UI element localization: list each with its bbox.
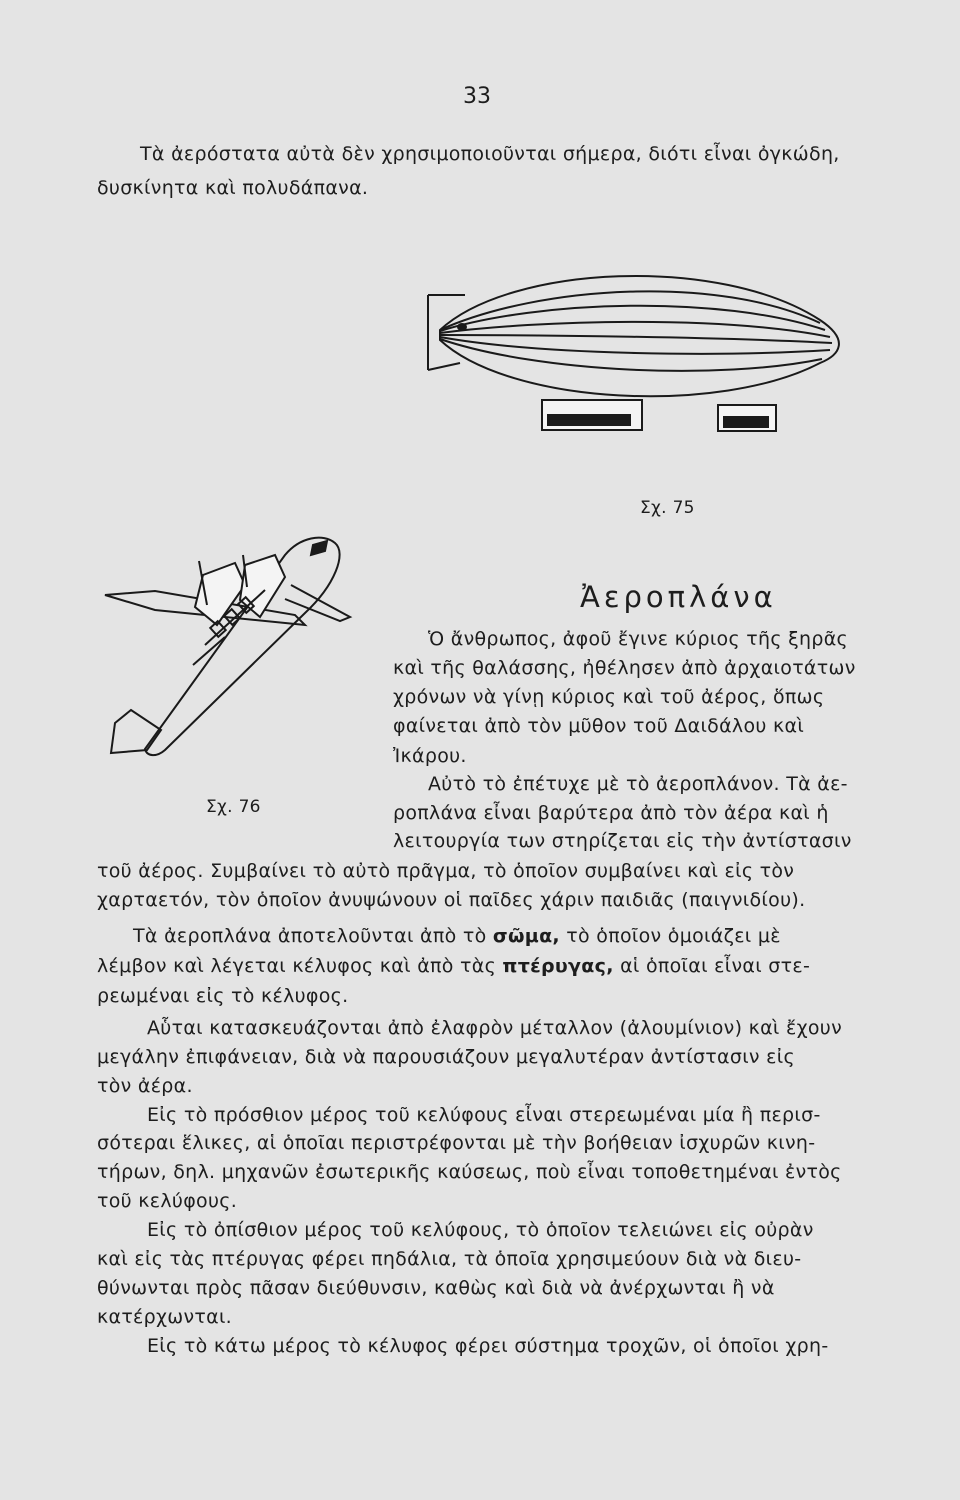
paragraph-line: καὶ τῆς θαλάσσης, ἠθέλησεν ἀπὸ ἀρχαιοτάτων	[393, 657, 856, 679]
page-number: 33	[463, 84, 491, 109]
text-run: λέμβον καὶ λέγεται κέλυφος καὶ ἀπὸ τὰς	[97, 955, 497, 977]
paragraph-line: καὶ εἰς τὰς πτέρυγας φέρει πηδάλια, τὰ ὁποῖα χρησιμεύουν διὰ νὰ διευ-	[97, 1248, 802, 1270]
airship-nose	[458, 324, 466, 330]
paragraph-line: μεγάλην ἐπιφάνειαν, διὰ νὰ παρουσιάζουν μεγαλυτέραν ἀντίστασιν εἰς	[97, 1046, 795, 1068]
paragraph-line: ρεωμέναι εἰς τὸ κέλυφος.	[97, 985, 349, 1007]
paragraph-line: Ὁ ἄνθρωπος, ἀφοῦ ἔγινε κύριος τῆς ξηρᾶς	[428, 628, 849, 650]
paragraph-line	[133, 925, 781, 947]
paragraph-line: τοῦ κελύφους.	[97, 1190, 238, 1212]
section-title: Ἀεροπλάνα	[580, 580, 777, 614]
text-run: αἱ ὁποῖαι εἶναι στε-	[620, 955, 811, 977]
airplane-tail	[111, 710, 161, 753]
paragraph-line: Αὗται κατασκευάζονται ἀπὸ ἐλαφρὸν μέταλλον (ἀλουμίνιον) καὶ ἔχουν	[147, 1017, 842, 1039]
text-run: Τὰ ἀεροπλάνα ἀποτελοῦνται ἀπὸ τὸ	[133, 925, 487, 947]
text-run: τὸ ὁποῖον ὁμοιάζει μὲ	[566, 925, 781, 947]
paragraph-line: κατέρχωνται.	[97, 1306, 233, 1328]
paragraph-line: φαίνεται ἀπὸ τὸν μῦθον τοῦ Δαιδάλου καὶ	[393, 715, 805, 737]
airship-gondola-rear-band	[724, 417, 768, 427]
paragraph-line: σότεραι ἕλικες, αἱ ὁποῖαι περιστρέφονται μὲ τὴν βοήθειαν ἰσχυρῶν κινη-	[97, 1132, 816, 1154]
paragraph-line: ροπλάνα εἶναι βαρύτερα ἀπὸ τὸν ἀέρα καὶ ἡ	[393, 802, 829, 824]
figure-caption-76: Σχ. 76	[206, 797, 261, 817]
airship-fin	[428, 363, 460, 370]
paragraph-line: θύνωνται πρὸς πᾶσαν διεύθυνσιν, καθὼς καὶ διὰ νὰ ἀνέρχωνται ἢ νὰ	[97, 1277, 775, 1299]
paragraph-line: Εἰς τὸ κάτω μέρος τὸ κέλυφος φέρει σύστημα τροχῶν, οἱ ὁποῖοι χρη-	[147, 1335, 829, 1357]
airship-gore-line	[440, 339, 822, 371]
paragraph-line: χρόνων νὰ γίνῃ κύριος καὶ τοῦ ἀέρος, ὅπως	[393, 686, 825, 708]
airship-gore-line	[440, 335, 832, 343]
paragraph-line: Εἰς τὸ πρόσθιον μέρος τοῦ κελύφους εἶναι στερεωμέναι μία ἢ περισ-	[147, 1104, 821, 1126]
paragraph-line: Ἰκάρου.	[393, 745, 467, 767]
term-pteryges: πτέρυγας,	[502, 955, 614, 977]
paragraph-line: τὸν ἀέρα.	[97, 1075, 193, 1097]
airship-illustration	[420, 245, 860, 445]
paragraph-line: τήρων, δηλ. μηχανῶν ἐσωτερικῆς καύσεως, ποὺ εἶναι τοποθετημέναι ἐντὸς	[97, 1161, 842, 1183]
intro-line-2: δυσκίνητα καὶ πολυδάπανα.	[97, 177, 369, 199]
paragraph-line: λειτουργία των στηρίζεται εἰς τὴν ἀντίστασιν	[393, 830, 852, 852]
airship-gondola-front-band	[548, 415, 630, 425]
intro-line-1: Τὰ ἀερόστατα αὐτὰ δὲν χρησιμοποιοῦνται σήμερα, διότι εἶναι ὀγκώδη,	[140, 143, 840, 165]
airplane-illustration	[95, 525, 375, 775]
paragraph-line: χαρταετόν, τὸν ὁποῖον ἀνυψώνουν οἱ παῖδες χάριν παιδιᾶς (παιγνιδίου).	[97, 889, 806, 911]
paragraph-line: Αὐτὸ τὸ ἐπέτυχε μὲ τὸ ἀεροπλάνον. Τὰ ἀε-	[428, 773, 848, 795]
paragraph-line: Εἰς τὸ ὀπίσθιον μέρος τοῦ κελύφους, τὸ ὁποῖον τελειώνει εἰς οὐρὰν	[147, 1219, 814, 1241]
airplane-cockpit	[311, 541, 327, 555]
term-soma: σῶμα,	[492, 925, 560, 947]
paragraph-line	[97, 955, 810, 977]
figure-caption-75: Σχ. 75	[640, 498, 695, 518]
paragraph-line: τοῦ ἀέρος. Συμβαίνει τὸ αὐτὸ πρᾶγμα, τὸ ὁποῖον συμβαίνει καὶ εἰς τὸν	[97, 860, 795, 882]
airplane-fuselage	[145, 538, 340, 755]
